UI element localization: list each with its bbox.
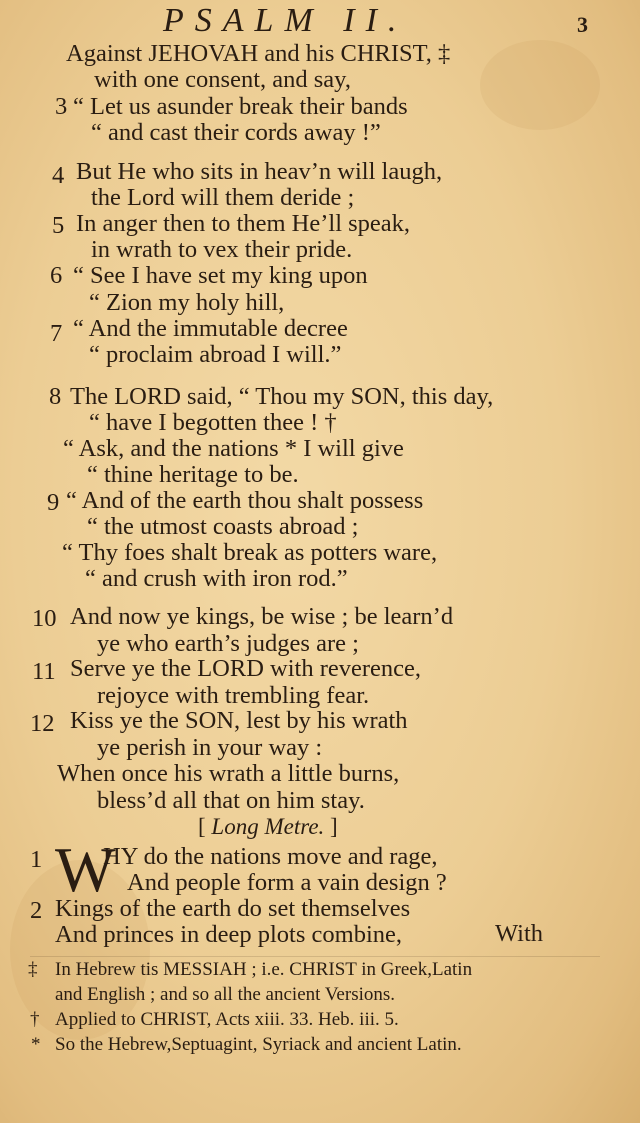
verse-line: Kings of the earth do set themselves (55, 895, 411, 922)
verse-line: In anger then to them He’ll speak, (76, 210, 411, 237)
verse-line: ye perish in your way : (97, 734, 323, 761)
bracket-open: [ (198, 814, 206, 839)
footnote-mark: † (30, 1009, 40, 1030)
footnote-line: So the Hebrew,Septuagint, Syriack and ancient Latin. (55, 1034, 462, 1055)
verse-line: bless’d all that on him stay. (97, 787, 365, 814)
verse-number: 9 (47, 489, 60, 516)
verse-number: 4 (52, 162, 65, 189)
verse-line: “ See I have set my king upon (73, 262, 368, 289)
verse-number: 10 (32, 605, 57, 632)
paper-stain (480, 40, 600, 130)
verse-line: “ And of the earth thou shalt possess (66, 487, 424, 514)
verse-line: “ thine heritage to be. (87, 461, 299, 488)
footnote-divider (30, 956, 600, 957)
verse-line: “ and cast their cords away !” (91, 119, 381, 146)
verse-number: 8 (49, 383, 62, 410)
verse-line: “ the utmost coasts abroad ; (87, 513, 359, 540)
verse-line: But He who sits in heav’n will laugh, (76, 158, 443, 185)
verse-line: “ Zion my holy hill, (89, 289, 285, 316)
verse-line: “ And the immutable decree (73, 315, 348, 342)
footnote-mark: ‡ (28, 959, 38, 980)
verse-line: in wrath to vex their pride. (91, 236, 353, 263)
verse-line: Kiss ye the SON, lest by his wrath (70, 707, 408, 734)
bracket-close: ] (330, 814, 338, 839)
footnote-line: Applied to CHRIST, Acts xiii. 33. Heb. iii. 5. (55, 1009, 399, 1030)
metre-label: Long Metre. (211, 814, 325, 839)
verse-line: And people form a vain design ? (127, 869, 447, 896)
verse-line: with one consent, and say, (94, 66, 351, 93)
verse-line: “ have I begotten thee ! † (89, 409, 337, 436)
verse-line: The LORD said, “ Thou my SON, this day, (70, 383, 494, 410)
verse-line: And now ye kings, be wise ; be learn’d (70, 603, 454, 630)
metre-heading (198, 814, 338, 840)
verse-line: And princes in deep plots combine, (55, 921, 403, 948)
verse-line: “ Thy foes shalt break as potters ware, (62, 539, 438, 566)
verse-number: 12 (30, 710, 55, 737)
verse-line: the Lord will them deride ; (91, 184, 355, 211)
verse-number: 2 (30, 897, 43, 924)
verse-line: “ proclaim abroad I will.” (89, 341, 342, 368)
page-number: 3 (577, 12, 588, 37)
verse-line: HY do the nations move and rage, (103, 843, 438, 870)
drop-cap: W (55, 834, 116, 905)
verse-number: 5 (52, 212, 65, 239)
verse-number: 3 (55, 93, 68, 120)
psalm-title: PSALM II. (163, 2, 408, 39)
verse-number: 11 (32, 658, 56, 685)
verse-number: 7 (50, 320, 63, 347)
verse-line: “ Ask, and the nations * I will give (63, 435, 404, 462)
catchword: With (495, 920, 544, 947)
verse-line: rejoyce with trembling fear. (97, 682, 370, 709)
verse-line: Serve ye the LORD with reverence, (70, 655, 422, 682)
verse-line: “ Let us asunder break their bands (73, 93, 408, 120)
verse-number: 1 (30, 846, 43, 873)
verse-line: Against JEHOVAH and his CHRIST, ‡ (66, 40, 451, 67)
verse-line: When once his wrath a little burns, (57, 760, 400, 787)
footnote-mark: * (31, 1034, 41, 1055)
verse-number: 6 (50, 262, 63, 289)
footnote-line: and English ; and so all the ancient Versions. (55, 984, 396, 1005)
verse-line: “ and crush with iron rod.” (85, 565, 348, 592)
footnote-line: In Hebrew tis MESSIAH ; i.e. CHRIST in Greek,Latin (55, 959, 473, 980)
verse-line: ye who earth’s judges are ; (97, 630, 359, 657)
